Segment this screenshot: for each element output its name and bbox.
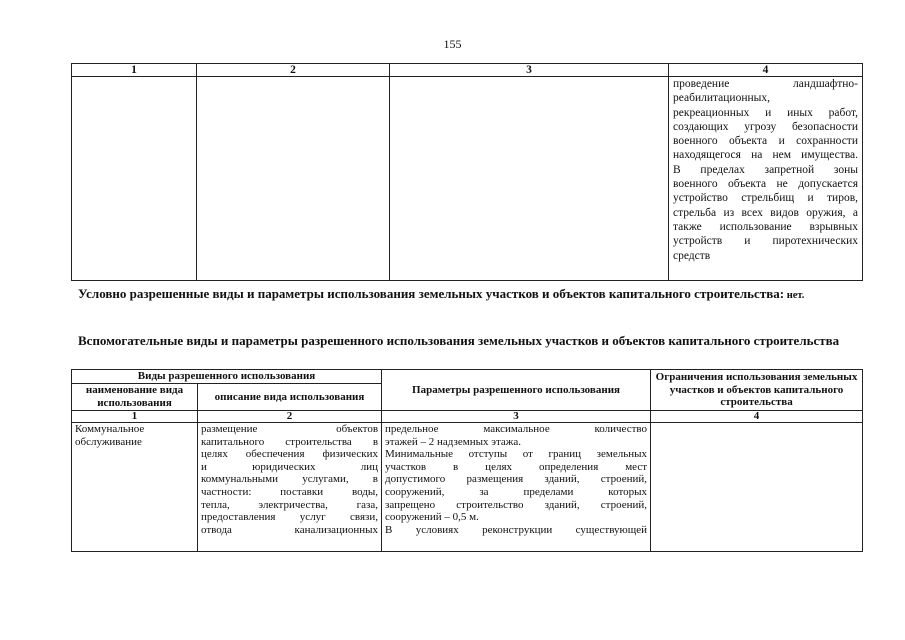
table-row [72, 77, 863, 281]
text-line: и юридических лиц [201, 460, 379, 473]
text-line: предельное максимальное количество [385, 423, 648, 435]
column-number-1: 1 [72, 411, 198, 423]
column-number-row [72, 64, 863, 77]
text-line: устройств и пиротехнических [673, 235, 858, 248]
parameters-header: Параметры разрешенного использования [382, 370, 651, 411]
text-line: также использование взрывных [673, 220, 858, 233]
text-line: отвода канализационных [201, 523, 379, 536]
text-line: сооружений – 0,5 м. [385, 511, 479, 524]
text-line: проведение ландшафтно- [673, 78, 858, 90]
restrictions-cell [669, 77, 863, 281]
text-line: В пределах запретной зоны [673, 163, 858, 176]
header-row [72, 370, 863, 384]
text-line: тепла, электричества, газа, [201, 498, 379, 511]
text-line: коммунальными услугами, в [201, 473, 379, 486]
text-line: В условиях реконструкции существующей [385, 523, 648, 536]
column-number-row [72, 411, 863, 423]
group-header: Виды разрешенного использования [72, 370, 382, 384]
restrictions-cell [651, 423, 863, 552]
text-line: целях обеспечения физических [201, 448, 379, 461]
auxiliary-uses-table [71, 369, 863, 552]
use-name-cell: Коммунальное обслуживание [72, 423, 198, 552]
text-line: военного объекта и сохранности [673, 135, 858, 148]
text-line: частности: поставки воды, [201, 485, 379, 498]
text-line: создающих угрозу безопасности [673, 120, 858, 133]
text-line: рекреационных и иных работ, [673, 106, 858, 119]
column-number-4: 4 [651, 411, 863, 423]
text-line: участков в целях определения мест [385, 460, 648, 473]
text-line: предоставления услуг связи, [201, 511, 379, 524]
heading-suffix: нет. [784, 290, 805, 301]
heading-text: Условно разрешенные виды и параметры использования земельных участков и объектов капитального строительства: [78, 286, 785, 301]
text-line: находящегося на нем имущества. [673, 149, 858, 162]
text-line: капитального строительства в [201, 435, 379, 448]
text-line: военного объекта не допускается [673, 178, 858, 191]
column-number-2: 2 [198, 411, 382, 423]
column-number-2: 2 [197, 64, 390, 77]
column-number-1: 1 [72, 64, 197, 77]
restrictions-header: Ограничения использования земельных участков и объектов капитального строительства [651, 370, 863, 411]
text-line: запрещено строительство зданий, строений, [385, 498, 648, 511]
page-number: 155 [443, 37, 462, 51]
text-line: реабилитационных, [673, 92, 770, 105]
text-line: сооружений, за пределами которых [385, 485, 648, 498]
empty-cell-3 [390, 77, 669, 281]
text-line: допустимого размещения зданий, строений, [385, 473, 648, 486]
conditional-uses-heading [78, 286, 862, 304]
text-line: устройство стрельбищ и тиров, [673, 192, 858, 205]
column-number-3: 3 [382, 411, 651, 423]
use-description-header: описание вида использования [198, 384, 382, 411]
text-line: стрельба из всех видов оружия, а [673, 206, 858, 219]
use-name-header: наименование вида использования [72, 384, 198, 411]
text-line: средств [673, 249, 711, 262]
text-line: Минимальные отступы от границ земельных [385, 448, 648, 461]
column-number-4: 4 [669, 64, 863, 77]
table-row [72, 423, 863, 552]
empty-cell-1 [72, 77, 197, 281]
text-line: размещение объектов [201, 423, 379, 435]
column-number-3: 3 [390, 64, 669, 77]
parameters-cell [382, 423, 651, 552]
use-description-cell [198, 423, 382, 552]
continued-table [71, 63, 863, 281]
text-line: этажей – 2 надземных этажа. [385, 435, 522, 448]
auxiliary-uses-heading: Вспомогательные виды и параметры разрешенного использования земельных участков и объектов капитального строительства [78, 333, 840, 348]
empty-cell-2 [197, 77, 390, 281]
